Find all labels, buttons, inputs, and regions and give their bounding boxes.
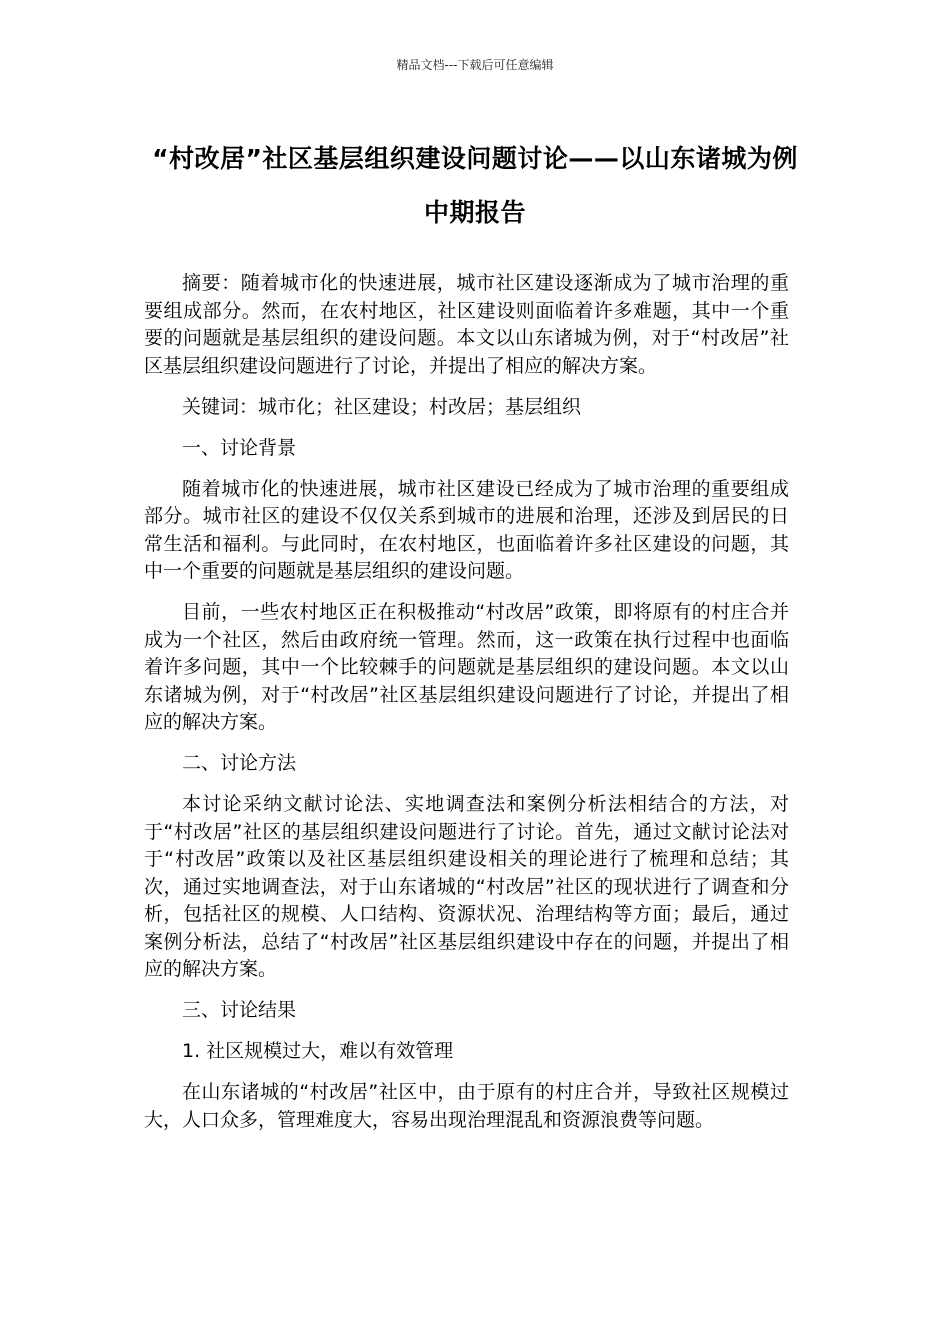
section-heading-results: 三、讨论结果 (182, 999, 297, 1021)
keywords-line: 关键词：城市化；社区建设；村改居；基层组织 (182, 395, 582, 418)
section-heading-background: 一、讨论背景 (182, 436, 297, 459)
header-note: 精品文档---下载后可任意编辑 (396, 58, 554, 72)
abstract-paragraph: 摘要：随着城市化的快速进展，城市社区建设逐渐成为了城市治理的重要组成部分。然而，在农村地区，社区建设则面临着许多难题，其中一个重要的问题就是基层组织的建设问题。本文以山东诸城为例，对于“村改居”社区基层组织建设问题进行了讨论，并提出了相应的解决方案。 (144, 272, 789, 377)
methods-paragraph: 本讨论采纳文献讨论法、实地调查法和案例分析法相结合的方法，对于“村改居”社区的基层组织建设问题进行了讨论。首先，通过文献讨论法对于“村改居”政策以及社区基层组织建设相关的理论进行了梳理和总结；其次，通过实地调查法，对于山东诸城的“村改居”社区的现状进行了调查和分析，包括社区的规模、人口结构、资源状况、治理结构等方面；最后，通过案例分析法，总结了“村改居”社区基层组织建设中存在的问题，并提出了相应的解决方案。 (144, 793, 789, 980)
document-title: “村改居”社区基层组织建设问题讨论——以山东诸城为例中期报告 (152, 144, 798, 227)
results-paragraph-1: 在山东诸城的“村改居”社区中，由于原有的村庄合并，导致社区规模过大，人口众多，管理难度大，容易出现治理混乱和资源浪费等问题。 (144, 1081, 789, 1131)
background-paragraph-1: 随着城市化的快速进展，城市社区建设已经成为了城市治理的重要组成部分。城市社区的建设不仅仅关系到城市的进展和治理，还涉及到居民的日常生活和福利。与此同时，在农村地区，也面临着许多社区建设的问题，其中一个重要的问题就是基层组织的建设问题。 (144, 477, 789, 582)
results-subheading-1: 1. 社区规模过大，难以有效管理 (182, 1040, 454, 1062)
section-heading-methods: 二、讨论方法 (182, 752, 297, 774)
document-body (144, 270, 789, 1148)
background-paragraph-2: 目前，一些农村地区正在积极推动“村改居”政策，即将原有的村庄合并成为一个社区，然后由政府统一管理。然而，这一政策在执行过程中也面临着许多问题，其中一个比较棘手的问题就是基层组织的建设问题。本文以山东诸城为例，对于“村改居”社区基层组织建设问题进行了讨论，并提出了相应的解决方案。 (144, 601, 789, 733)
